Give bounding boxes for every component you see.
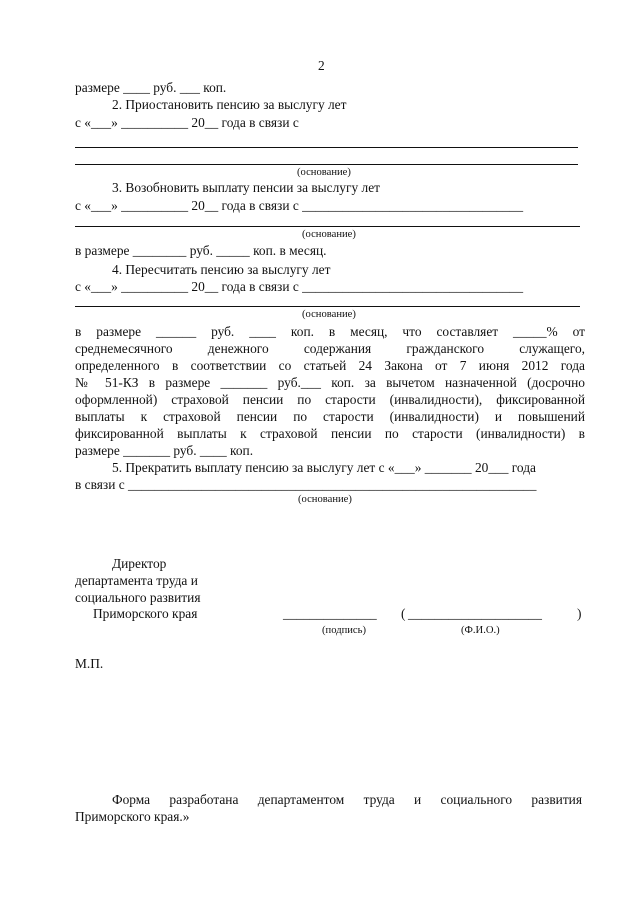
- footer-note: Форма разработана департаментом труда и социального развития: [112, 792, 582, 807]
- seal-placeholder: М.П.: [75, 656, 104, 671]
- signature-caption: (подпись): [322, 625, 366, 636]
- signer-title: Приморского края: [93, 606, 198, 621]
- fio-close-paren: ): [577, 606, 582, 621]
- signature-line: ______________: [283, 606, 377, 621]
- basis-rule: [75, 164, 578, 165]
- item-3-heading: 3. Возобновить выплату пенсии за выслугу лет: [112, 180, 381, 195]
- basis-caption: (основание): [302, 309, 356, 320]
- recalc-paragraph-line: выплаты к страховой пенсии по старости (инвалидности) и повышений: [75, 409, 585, 424]
- fio-open-paren: (: [401, 606, 406, 621]
- recalc-paragraph-line: оформленной) страховой пенсии по старости (инвалидности), фиксированной: [75, 392, 585, 407]
- item-5-basis-line: в связи с _____________________________________________________________: [75, 477, 537, 492]
- item-4-date-line: с «___» __________ 20__ года в связи с _________________________________: [75, 279, 524, 294]
- item-3-amount-line: в размере ________ руб. _____ коп. в месяц.: [75, 243, 327, 258]
- recalc-paragraph-line: размере _______ руб. ____ коп.: [75, 443, 254, 458]
- basis-rule: [75, 147, 578, 148]
- basis-caption: (основание): [297, 167, 351, 178]
- item-2-heading: 2. Приостановить пенсию за выслугу лет: [112, 97, 347, 112]
- recalc-paragraph-line: среднемесячного денежного содержания гражданского служащего,: [75, 341, 585, 356]
- footer-note: Приморского края.»: [75, 809, 190, 824]
- basis-rule: [75, 226, 580, 227]
- item-3-date-line: с «___» __________ 20__ года в связи с _________________________________: [75, 198, 524, 213]
- fio-caption: (Ф.И.О.): [461, 625, 500, 636]
- basis-rule: [75, 306, 580, 307]
- fio-line: ____________________: [408, 606, 542, 621]
- item-4-heading: 4. Пересчитать пенсию за выслугу лет: [112, 262, 331, 277]
- recalc-paragraph-line: определенного в соответствии со статьей 24 Закона от 7 июня 2012 года: [75, 358, 585, 373]
- item-5-line: 5. Прекратить выплату пенсию за выслугу лет с «___» _______ 20___ года: [112, 460, 537, 475]
- recalc-paragraph-line: фиксированной выплаты к страховой пенсии по старости (инвалидности) в: [75, 426, 585, 441]
- recalc-paragraph-line: № 51-КЗ в размере _______ руб.___ коп. за вычетом назначенной (досрочно: [75, 375, 585, 390]
- basis-caption: (основание): [302, 229, 356, 240]
- recalc-paragraph-line: в размере ______ руб. ____ коп. в месяц, что составляет _____% от: [75, 324, 585, 339]
- page-number: 2: [318, 58, 325, 73]
- signer-title: Директор: [112, 556, 167, 571]
- signer-title: социального развития: [75, 590, 201, 605]
- basis-caption: (основание): [298, 494, 352, 505]
- item-2-date-line: с «___» __________ 20__ года в связи с: [75, 115, 299, 130]
- amount-line-top: размере ____ руб. ___ коп.: [75, 80, 227, 95]
- signer-title: департамента труда и: [75, 573, 198, 588]
